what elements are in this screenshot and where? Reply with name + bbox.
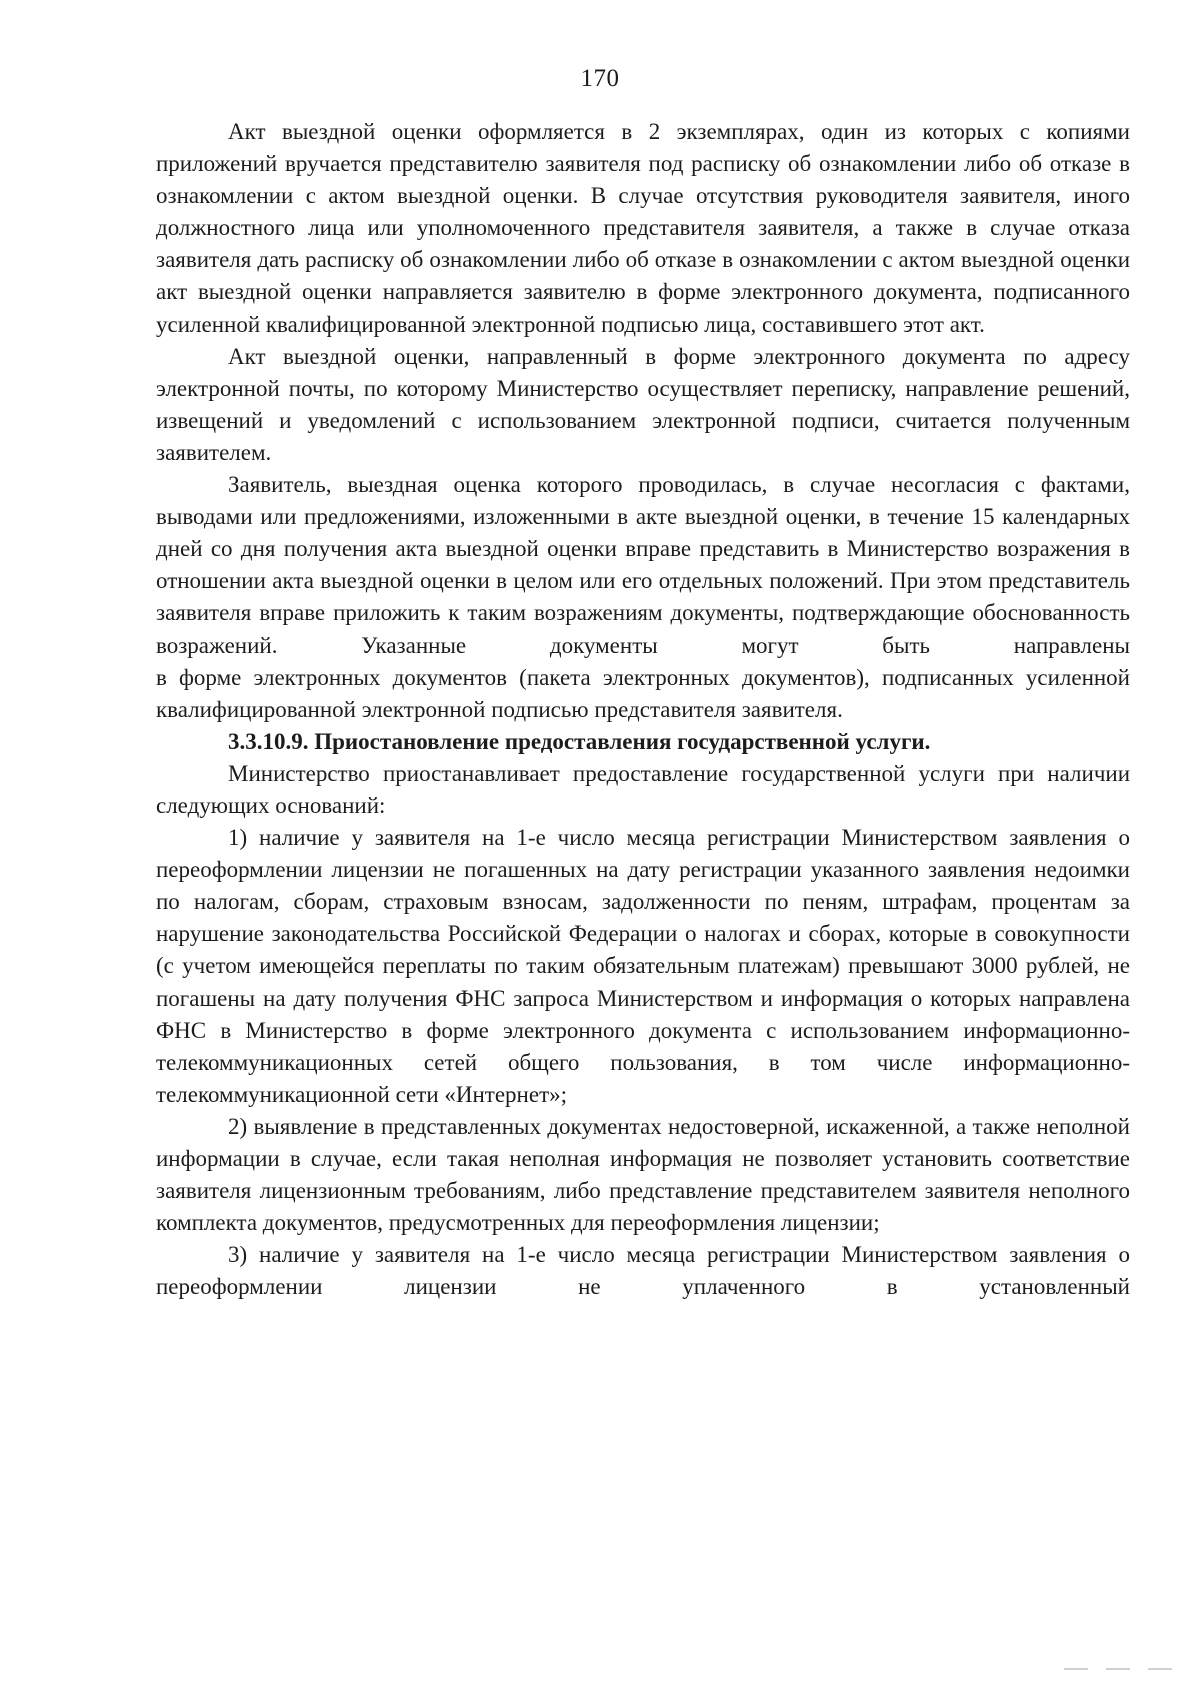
scan-mark bbox=[1106, 1668, 1130, 1670]
document-body bbox=[156, 116, 1130, 1303]
scan-mark bbox=[1148, 1668, 1172, 1670]
paragraph-objections-continued: в форме электронных документов (пакета электронных документов), подписанных усиленной квалифицированной электронной подписью представителя заявителя. bbox=[156, 664, 1130, 722]
list-item-2: 2) выявление в представленных документах недостоверной, искаженной, а также неполной информации в случае, если такая неполная информация не позволяет установить соответствие заявителя лицензионным требованиям, либо представление представителем заявителя неполного комплекта документов, предусмотренных для переоформления лицензии; bbox=[156, 1113, 1130, 1236]
paragraph-act-copies: Акт выездной оценки оформляется в 2 экземплярах, один из которых с копиями приложений вручается представителю заявителя под расписку об ознакомлении либо об отказе в ознакомлении с актом выездной оценки. В случае отсутствия руководителя заявителя, иного должностного лица или уполномоченного представителя заявителя, а также в случае отказа заявителя дать расписку об ознакомлении либо об отказе в ознакомлении с актом выездной оценки акт выездной оценки направляется заявителю в форме электронного документа, подписанного усиленной квалифицированной электронной подписью лица, составившего этот акт. bbox=[156, 119, 1130, 337]
paragraph-suspension-intro: Министерство приостанавливает предоставление государственной услуги при наличии следующих оснований: bbox=[156, 760, 1130, 818]
scan-mark bbox=[1064, 1668, 1088, 1670]
list-item-1: 1) наличие у заявителя на 1-е число месяца регистрации Министерством заявления о переоформлении лицензии не погашенных на дату регистрации указанного заявления недоимки по налогам, сборам, страховым взносам, задолженности по пеням, штрафам, процентам за нарушение законодательства Российской Федерации о налогах и сборах, которые в совокупности (с учетом имеющейся переплаты по таким обязательным платежам) превышают 3000 рублей, не погашены на дату получения ФНС запроса Министерством и информация о которых направлена ФНС в Министерство в форме электронного документа с использованием информационно-телекоммуникационных сетей общего пользования, в том числе информационно-телекоммуникационной сети «Интернет»; bbox=[156, 825, 1130, 1107]
section-heading: 3.3.10.9. Приостановление предоставления государственной услуги. bbox=[228, 728, 931, 754]
scan-edge-marks bbox=[1064, 1668, 1172, 1670]
list-item-3: 3) наличие у заявителя на 1-е число месяца регистрации Министерством заявления о переоформлении лицензии не уплаченного в установленный bbox=[156, 1242, 1130, 1300]
paragraph-act-electronic: Акт выездной оценки, направленный в форме электронного документа по адресу электронной почты, по которому Министерство осуществляет переписку, направление решений, извещений и уведомлений с использованием электронной подписи, считается полученным заявителем. bbox=[156, 343, 1130, 465]
page-number: 170 bbox=[580, 65, 620, 92]
paragraph-objections: Заявитель, выездная оценка которого проводилась, в случае несогласия с фактами, выводами или предложениями, изложенными в акте выездной оценки, в течение 15 календарных дней со дня получения акта выездной оценки вправе представить в Министерство возражения в отношении акта выездной оценки в целом или его отдельных положений. При этом представитель заявителя вправе приложить к таким возражениям документы, подтверждающие обоснованность возражений. Указанные документы могут быть направлены bbox=[156, 472, 1130, 658]
